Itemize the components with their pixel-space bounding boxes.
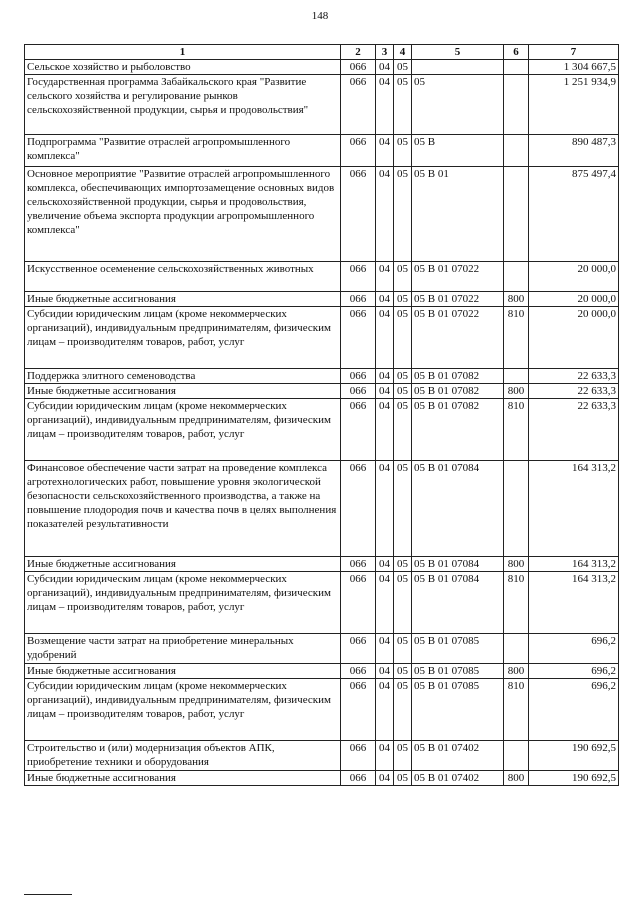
row-section-cell: 04: [376, 572, 394, 634]
table-row: [25, 664, 619, 679]
row-expense-type-cell: 810: [504, 572, 529, 634]
row-target-article-cell: 05 В 01 07085: [412, 634, 504, 664]
row-amount-cell: 22 633,3: [529, 384, 619, 399]
row-subsection-cell: 05: [394, 369, 412, 384]
table-body: [25, 60, 619, 786]
row-expense-type-cell: [504, 262, 529, 292]
row-admin-code-cell: 066: [341, 771, 376, 786]
row-subsection-cell: 05: [394, 60, 412, 75]
row-admin-code-cell: 066: [341, 292, 376, 307]
row-amount-cell: 1 251 934,9: [529, 75, 619, 135]
row-name-cell: Иные бюджетные ассигнования: [25, 557, 341, 572]
row-name-cell: Искусственное осеменение сельскохозяйственных животных: [25, 262, 341, 292]
row-target-article-cell: 05 В 01 07402: [412, 771, 504, 786]
row-section-cell: 04: [376, 399, 394, 461]
table-row: [25, 572, 619, 634]
table-row: [25, 679, 619, 741]
row-subsection-cell: 05: [394, 399, 412, 461]
row-amount-cell: 1 304 667,5: [529, 60, 619, 75]
row-amount-cell: 696,2: [529, 664, 619, 679]
row-subsection-cell: 05: [394, 75, 412, 135]
row-section-cell: 04: [376, 307, 394, 369]
row-amount-cell: 696,2: [529, 679, 619, 741]
row-target-article-cell: 05 В 01 07084: [412, 461, 504, 557]
header-col-2: 2: [341, 45, 376, 60]
row-name-cell: Субсидии юридическим лицам (кроме некоммерческих организаций), индивидуальным предпринимателям, физическим лицам – производителям товаров, работ, услуг: [25, 399, 341, 461]
row-section-cell: 04: [376, 384, 394, 399]
row-expense-type-cell: [504, 167, 529, 262]
row-subsection-cell: 05: [394, 384, 412, 399]
row-admin-code-cell: 066: [341, 135, 376, 167]
row-name-cell: Иные бюджетные ассигнования: [25, 771, 341, 786]
row-admin-code-cell: 066: [341, 572, 376, 634]
table-row: [25, 262, 619, 292]
row-admin-code-cell: 066: [341, 461, 376, 557]
row-subsection-cell: 05: [394, 557, 412, 572]
row-expense-type-cell: [504, 741, 529, 771]
row-expense-type-cell: 800: [504, 771, 529, 786]
row-admin-code-cell: 066: [341, 262, 376, 292]
row-expense-type-cell: 810: [504, 399, 529, 461]
row-name-cell: Иные бюджетные ассигнования: [25, 292, 341, 307]
row-section-cell: 04: [376, 634, 394, 664]
row-expense-type-cell: [504, 75, 529, 135]
row-section-cell: 04: [376, 60, 394, 75]
table-row: [25, 461, 619, 557]
row-amount-cell: 20 000,0: [529, 292, 619, 307]
row-name-cell: Иные бюджетные ассигнования: [25, 664, 341, 679]
row-amount-cell: 22 633,3: [529, 369, 619, 384]
row-admin-code-cell: 066: [341, 557, 376, 572]
row-admin-code-cell: 066: [341, 307, 376, 369]
row-admin-code-cell: 066: [341, 634, 376, 664]
row-subsection-cell: 05: [394, 307, 412, 369]
row-subsection-cell: 05: [394, 664, 412, 679]
footnote-rule: [24, 894, 72, 895]
row-admin-code-cell: 066: [341, 399, 376, 461]
row-target-article-cell: 05 В 01: [412, 167, 504, 262]
row-expense-type-cell: 800: [504, 384, 529, 399]
table-row: [25, 399, 619, 461]
header-col-6: 6: [504, 45, 529, 60]
row-target-article-cell: 05 В 01 07085: [412, 679, 504, 741]
budget-table: [24, 44, 619, 786]
table-header-row: [25, 45, 619, 60]
row-amount-cell: 696,2: [529, 634, 619, 664]
row-target-article-cell: 05 В 01 07022: [412, 262, 504, 292]
row-target-article-cell: 05 В 01 07022: [412, 307, 504, 369]
table-row: [25, 60, 619, 75]
row-name-cell: Сельское хозяйство и рыболовство: [25, 60, 341, 75]
row-admin-code-cell: 066: [341, 369, 376, 384]
row-expense-type-cell: 810: [504, 307, 529, 369]
row-expense-type-cell: [504, 461, 529, 557]
row-target-article-cell: 05 В: [412, 135, 504, 167]
row-section-cell: 04: [376, 135, 394, 167]
row-target-article-cell: 05 В 01 07082: [412, 369, 504, 384]
row-section-cell: 04: [376, 292, 394, 307]
row-amount-cell: 875 497,4: [529, 167, 619, 262]
row-expense-type-cell: [504, 135, 529, 167]
row-name-cell: Субсидии юридическим лицам (кроме некоммерческих организаций), индивидуальным предпринимателям, физическим лицам – производителям товаров, работ, услуг: [25, 572, 341, 634]
row-amount-cell: 164 313,2: [529, 557, 619, 572]
row-section-cell: 04: [376, 557, 394, 572]
row-section-cell: 04: [376, 262, 394, 292]
header-col-7: 7: [529, 45, 619, 60]
row-target-article-cell: 05 В 01 07402: [412, 741, 504, 771]
row-name-cell: Возмещение части затрат на приобретение минеральных удобрений: [25, 634, 341, 664]
row-admin-code-cell: 066: [341, 664, 376, 679]
row-name-cell: Государственная программа Забайкальского края "Развитие сельского хозяйства и регулирование рынков сельскохозяйственной продукции, сырья и продовольствия": [25, 75, 341, 135]
row-target-article-cell: 05: [412, 75, 504, 135]
row-subsection-cell: 05: [394, 292, 412, 307]
row-name-cell: Иные бюджетные ассигнования: [25, 384, 341, 399]
row-section-cell: 04: [376, 461, 394, 557]
row-admin-code-cell: 066: [341, 741, 376, 771]
row-name-cell: Подпрограмма "Развитие отраслей агропромышленного комплекса": [25, 135, 341, 167]
row-target-article-cell: [412, 60, 504, 75]
row-expense-type-cell: 800: [504, 664, 529, 679]
header-col-1: 1: [25, 45, 341, 60]
row-expense-type-cell: [504, 634, 529, 664]
row-target-article-cell: 05 В 01 07022: [412, 292, 504, 307]
row-section-cell: 04: [376, 664, 394, 679]
row-subsection-cell: 05: [394, 572, 412, 634]
row-target-article-cell: 05 В 01 07082: [412, 384, 504, 399]
row-name-cell: Основное мероприятие "Развитие отраслей агропромышленного комплекса, обеспечивающих импортозамещение основных видов сельскохозяйственной продукции, сырья и продовольствия, увеличение объема экспорта продукции агропромышленного комплекса": [25, 167, 341, 262]
table-row: [25, 75, 619, 135]
page-number: 148: [311, 10, 329, 22]
row-subsection-cell: 05: [394, 771, 412, 786]
row-target-article-cell: 05 В 01 07082: [412, 399, 504, 461]
row-subsection-cell: 05: [394, 634, 412, 664]
row-admin-code-cell: 066: [341, 167, 376, 262]
row-subsection-cell: 05: [394, 461, 412, 557]
row-section-cell: 04: [376, 741, 394, 771]
row-target-article-cell: 05 В 01 07084: [412, 572, 504, 634]
header-col-4: 4: [394, 45, 412, 60]
table-row: [25, 384, 619, 399]
row-subsection-cell: 05: [394, 135, 412, 167]
row-admin-code-cell: 066: [341, 679, 376, 741]
table-row: [25, 634, 619, 664]
row-subsection-cell: 05: [394, 167, 412, 262]
row-amount-cell: 20 000,0: [529, 307, 619, 369]
row-name-cell: Строительство и (или) модернизация объектов АПК, приобретение техники и оборудования: [25, 741, 341, 771]
row-section-cell: 04: [376, 167, 394, 262]
row-name-cell: Финансовое обеспечение части затрат на проведение комплекса агротехнологических работ, повышение уровня экологической безопасности сельскохозяйственного производства, а также на повышение плодородия почв и качества почв в целях выполнения показателей результативности: [25, 461, 341, 557]
row-subsection-cell: 05: [394, 679, 412, 741]
table-row: [25, 292, 619, 307]
row-section-cell: 04: [376, 771, 394, 786]
row-amount-cell: 20 000,0: [529, 262, 619, 292]
header-col-5: 5: [412, 45, 504, 60]
row-expense-type-cell: [504, 369, 529, 384]
row-section-cell: 04: [376, 75, 394, 135]
table-row: [25, 369, 619, 384]
row-name-cell: Субсидии юридическим лицам (кроме некоммерческих организаций), индивидуальным предпринимателям, физическим лицам – производителям товаров, работ, услуг: [25, 307, 341, 369]
header-col-3: 3: [376, 45, 394, 60]
row-expense-type-cell: 800: [504, 557, 529, 572]
row-amount-cell: 890 487,3: [529, 135, 619, 167]
table-row: [25, 771, 619, 786]
row-name-cell: Поддержка элитного семеноводства: [25, 369, 341, 384]
row-name-cell: Субсидии юридическим лицам (кроме некоммерческих организаций), индивидуальным предпринимателям, физическим лицам – производителям товаров, работ, услуг: [25, 679, 341, 741]
table-row: [25, 741, 619, 771]
table-row: [25, 135, 619, 167]
row-expense-type-cell: [504, 60, 529, 75]
table-row: [25, 307, 619, 369]
row-expense-type-cell: 810: [504, 679, 529, 741]
table-row: [25, 167, 619, 262]
row-target-article-cell: 05 В 01 07085: [412, 664, 504, 679]
row-subsection-cell: 05: [394, 741, 412, 771]
row-section-cell: 04: [376, 369, 394, 384]
row-amount-cell: 164 313,2: [529, 461, 619, 557]
table-row: [25, 557, 619, 572]
row-subsection-cell: 05: [394, 262, 412, 292]
row-admin-code-cell: 066: [341, 384, 376, 399]
row-admin-code-cell: 066: [341, 60, 376, 75]
row-amount-cell: 22 633,3: [529, 399, 619, 461]
row-admin-code-cell: 066: [341, 75, 376, 135]
row-amount-cell: 190 692,5: [529, 771, 619, 786]
row-amount-cell: 190 692,5: [529, 741, 619, 771]
row-target-article-cell: 05 В 01 07084: [412, 557, 504, 572]
row-amount-cell: 164 313,2: [529, 572, 619, 634]
row-section-cell: 04: [376, 679, 394, 741]
row-expense-type-cell: 800: [504, 292, 529, 307]
